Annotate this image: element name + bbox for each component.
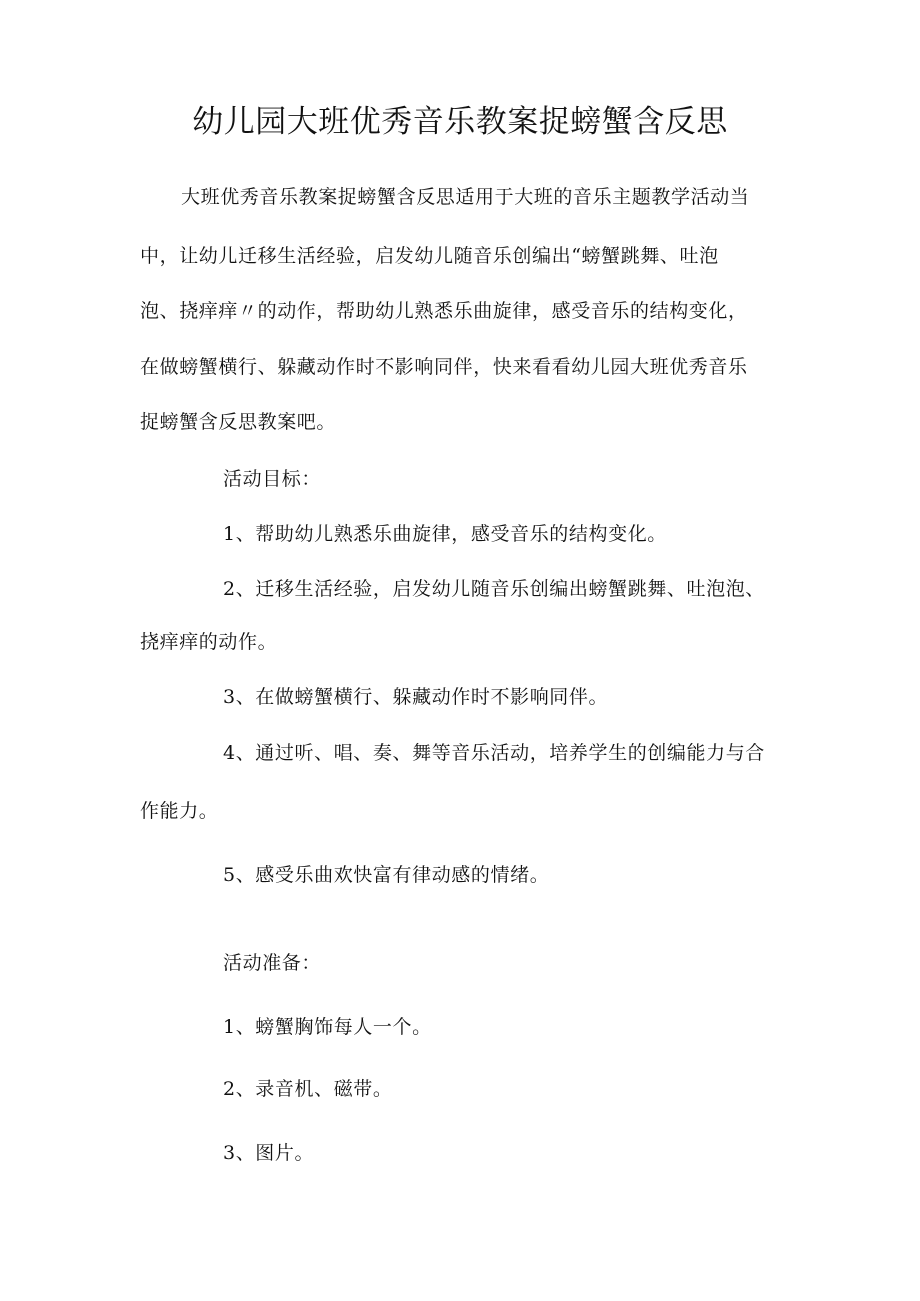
intro-line-1: 大班优秀音乐教案捉螃蟹含反思适用于大班的音乐主题教学活动当 (181, 186, 750, 208)
goal-item-2-continued: 挠痒痒的动作。 (140, 631, 278, 653)
goal-item-5: 5、感受乐曲欢快富有律动感的情绪。 (223, 864, 550, 886)
intro-line-4: 在做螃蟹横行、躲藏动作时不影响同伴，快来看看幼儿园大班优秀音乐 (140, 356, 748, 378)
goal-item-4: 4、通过听、唱、奏、舞等音乐活动，培养学生的创编能力与合 (223, 742, 765, 764)
intro-line-2: 中，让幼儿迁移生活经验，启发幼儿随音乐创编出“螃蟹跳舞、吐泡 (140, 245, 719, 267)
preparation-item-2: 2、录音机、磁带。 (223, 1078, 393, 1100)
preparation-item-3: 3、图片。 (223, 1142, 315, 1164)
preparation-heading: 活动准备： (223, 952, 322, 974)
document-title: 幼儿园大班优秀音乐教案捉螃蟹含反思 (192, 104, 728, 140)
goal-item-1: 1、帮助幼儿熟悉乐曲旋律，感受音乐的结构变化。 (223, 523, 667, 545)
goal-item-4-continued: 作能力。 (140, 800, 219, 822)
goals-heading: 活动目标： (223, 468, 322, 490)
preparation-item-1: 1、螃蟹胸饰每人一个。 (223, 1016, 432, 1038)
intro-line-3: 泡、挠痒痒〃的动作，帮助幼儿熟悉乐曲旋律，感受音乐的结构变化， (140, 300, 748, 322)
goal-item-2: 2、迁移生活经验，启发幼儿随音乐创编出螃蟹跳舞、吐泡泡、 (223, 578, 765, 600)
goal-item-3: 3、在做螃蟹横行、躲藏动作时不影响同伴。 (223, 686, 609, 708)
intro-line-5: 捉螃蟹含反思教案吧。 (140, 411, 337, 433)
